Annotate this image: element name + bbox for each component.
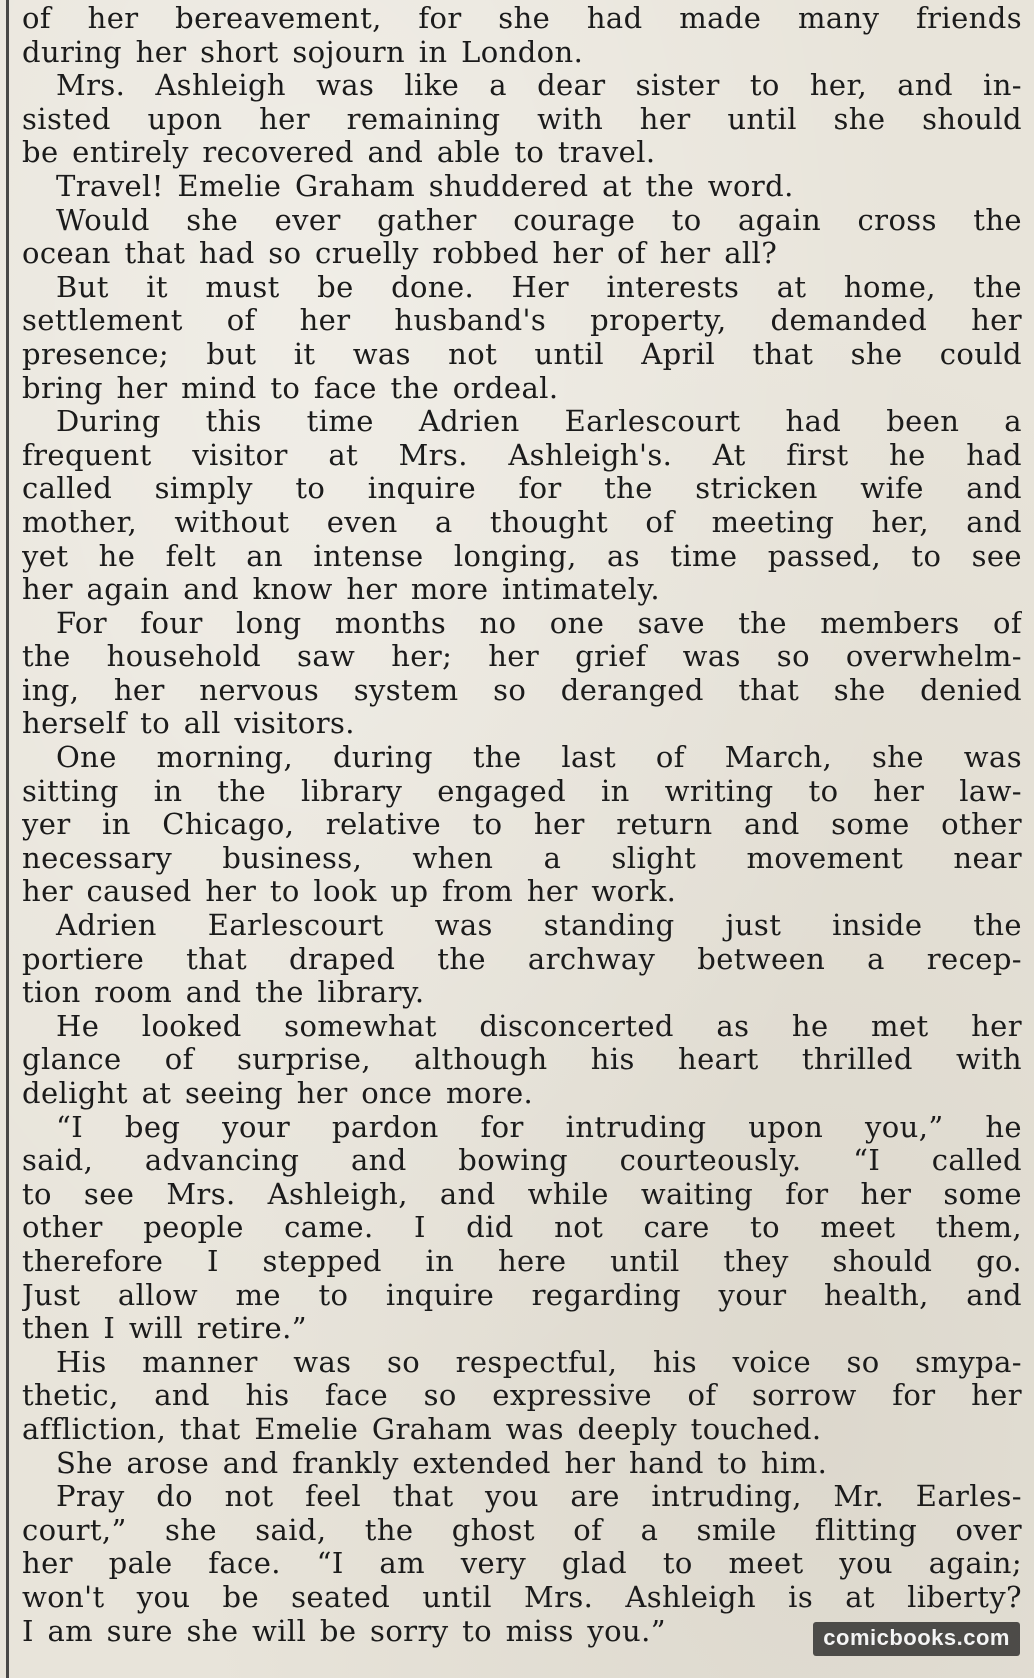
text-line: glance of surprise, although his heart thrilled with <box>22 1042 1022 1077</box>
article-paragraph <box>22 1346 1022 1447</box>
text-line: called simply to inquire for the stricken wife and <box>22 471 1022 506</box>
text-line: She arose and frankly extended her hand to him. <box>56 1445 828 1480</box>
article-paragraph <box>22 1447 1022 1481</box>
text-line: tion room and the library. <box>22 975 425 1010</box>
article-column <box>22 2 1022 1672</box>
text-line: her caused her to look up from her work. <box>22 874 677 909</box>
text-line: During this time Adrien Earlescourt had been a <box>56 404 1022 439</box>
watermark: comicbooks.com <box>813 1622 1020 1656</box>
text-line: sitting in the library engaged in writing to her law- <box>22 773 1022 808</box>
article-paragraph <box>22 170 1022 204</box>
text-line: bring her mind to face the ordeal. <box>22 370 559 405</box>
text-line: One morning, during the last of March, she was <box>56 740 1022 775</box>
text-line: ing, her nervous system so deranged that she denied <box>22 672 1022 707</box>
text-line: He looked somewhat disconcerted as he met her <box>56 1008 1022 1043</box>
text-line: her pale face. “I am very glad to meet you again; <box>22 1546 1022 1581</box>
text-line: His manner was so respectful, his voice so smypa- <box>56 1344 1022 1379</box>
text-line: her again and know her more intimately. <box>22 572 660 607</box>
text-line: Just allow me to inquire regarding your health, and <box>22 1277 1022 1312</box>
text-line: then I will retire.” <box>22 1311 307 1346</box>
text-line: during her short sojourn in London. <box>22 34 584 69</box>
article-paragraph <box>22 1111 1022 1346</box>
text-line: other people came. I did not care to meet them, <box>22 1210 1022 1245</box>
article-paragraph <box>22 1010 1022 1111</box>
text-line: frequent visitor at Mrs. Ashleigh's. At first he had <box>22 437 1022 472</box>
article-paragraph <box>22 741 1022 909</box>
text-line: court,” she said, the ghost of a smile flitting over <box>22 1512 1022 1547</box>
text-line: Travel! Emelie Graham shuddered at the word. <box>56 168 794 203</box>
text-line: For four long months no one save the members of <box>56 605 1022 640</box>
column-rule <box>6 0 9 1678</box>
text-line: necessary business, when a slight movement near <box>22 840 1022 875</box>
text-line: Adrien Earlescourt was standing just inside the <box>56 908 1022 943</box>
text-line: won't you be seated until Mrs. Ashleigh is at liberty? <box>22 1579 1022 1614</box>
text-line: settlement of her husband's property, demanded her <box>22 303 1022 338</box>
article-paragraph <box>22 909 1022 1010</box>
text-line: yer in Chicago, relative to her return and some other <box>22 807 1022 842</box>
text-line: presence; but it was not until April that she could <box>22 336 1022 371</box>
text-line: herself to all visitors. <box>22 706 355 741</box>
text-line: of her bereavement, for she had made many friends <box>22 2 1022 35</box>
text-line: ocean that had so cruelly robbed her of her all? <box>22 236 778 271</box>
text-line: to see Mrs. Ashleigh, and while waiting for her some <box>22 1176 1022 1211</box>
article-paragraph <box>22 2 1022 69</box>
text-line: mother, without even a thought of meeting her, and <box>22 504 1022 539</box>
text-line: Pray do not feel that you are intruding, Mr. Earles- <box>56 1479 1022 1514</box>
text-line: Would she ever gather courage to again cross the <box>56 202 1022 237</box>
text-line: Mrs. Ashleigh was like a dear sister to her, and in- <box>56 68 1022 103</box>
text-line: affliction, that Emelie Graham was deeply touched. <box>22 1411 822 1446</box>
text-line: But it must be done. Her interests at home, the <box>56 269 1022 304</box>
text-line: yet he felt an intense longing, as time passed, to see <box>22 538 1022 573</box>
text-line: portiere that draped the archway between a recep- <box>22 941 1022 976</box>
article-paragraph <box>22 204 1022 271</box>
text-line: delight at seeing her once more. <box>22 1076 534 1110</box>
text-line: “I beg your pardon for intruding upon you,” he <box>56 1109 1022 1144</box>
text-line: said, advancing and bowing courteously. “I called <box>22 1143 1022 1178</box>
article-paragraph <box>22 607 1022 741</box>
article-paragraph <box>22 405 1022 607</box>
text-line: sisted upon her remaining with her until she should <box>22 101 1022 136</box>
article-paragraph <box>22 271 1022 405</box>
text-line: be entirely recovered and able to travel. <box>22 135 656 170</box>
text-line: I am sure she will be sorry to miss you.” <box>22 1613 666 1648</box>
text-line: the household saw her; her grief was so overwhelm- <box>22 639 1022 674</box>
text-line: therefore I stepped in here until they should go. <box>22 1243 1022 1278</box>
text-line: thetic, and his face so expressive of sorrow for her <box>22 1378 1022 1413</box>
article-paragraph <box>22 69 1022 170</box>
